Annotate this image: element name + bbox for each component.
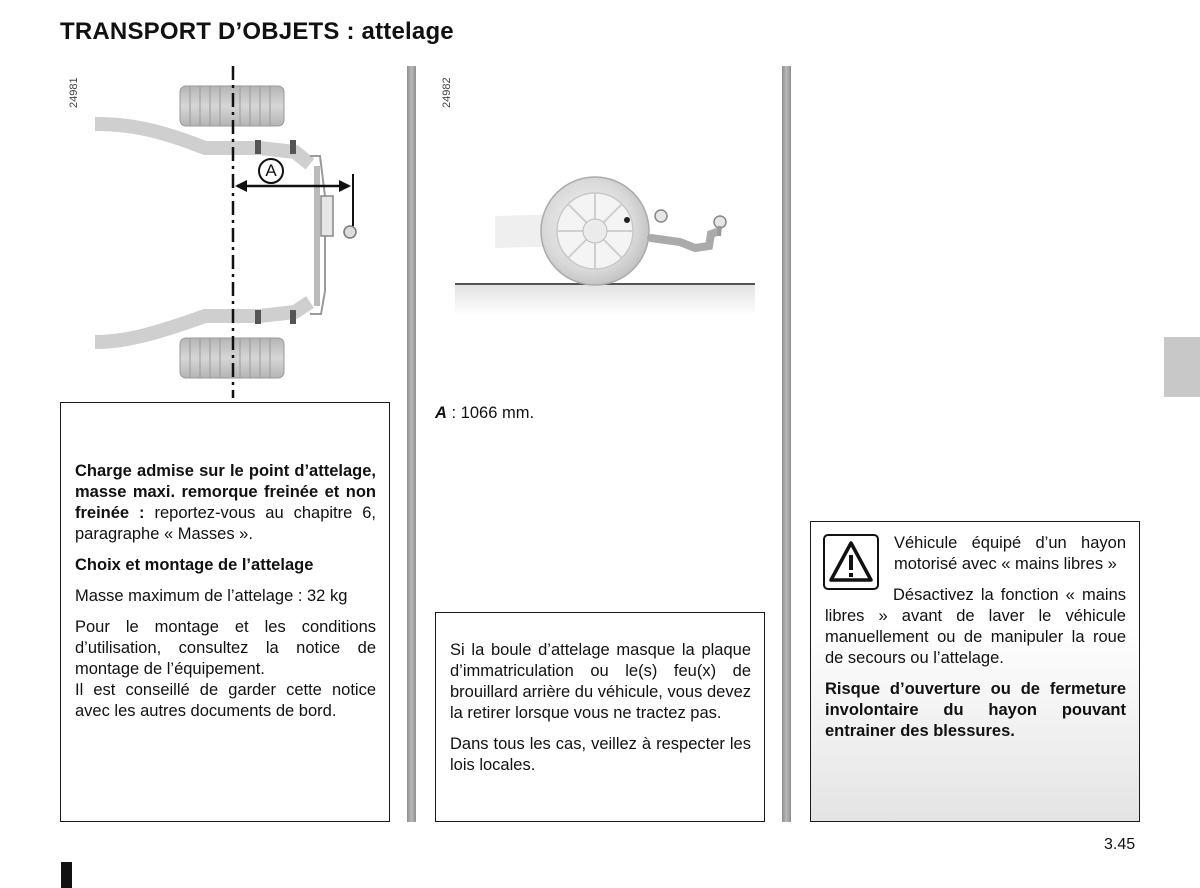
max-mass-paragraph: Masse maximum de l’attelage : 32 kg [75,587,348,605]
bottom-margin-mark [61,862,72,888]
hitch-choice-heading-text: Choix et montage de l’attelage [75,556,314,574]
chapter-side-tab [1164,337,1200,397]
dimension-label-a [258,158,284,184]
warning-triangle-icon [823,534,879,590]
page-number: 3.45 [1104,836,1136,853]
tailgate-risk-paragraph [825,679,1126,742]
load-paragraph-rest: reportez-vous au chapitre 6, paragraphe « Masses ». [75,504,377,543]
load-paragraph [75,461,376,545]
keep-notice-paragraph: Il est conseillé de garder cette notice avec les autres documents de bord. [75,681,376,720]
mounting-paragraph: Pour le montage et les conditions d’utilisation, consultez la notice de montage de l’équipement. [75,618,376,678]
column-divider-right [782,66,791,822]
hitch-top-view-illustration [95,66,395,398]
dimension-caption-text: : 1066 mm. [446,404,535,422]
tailgate-risk-bold: Risque d’ouverture ou de fermeture involontaire du hayon pouvant entrainer des blessures. [825,680,1126,740]
hitch-choice-heading [75,555,376,576]
hitch-side-view-illustration [455,176,755,316]
dimension-caption-label: A [435,404,447,422]
figure-id-left: 24981 [68,77,80,108]
warning-box-tailgate [810,521,1140,822]
info-box-hitch-load [60,402,390,822]
figure-id-right: 24982 [441,77,453,108]
page-title: TRANSPORT D’OBJETS : attelage [60,18,454,45]
info-box-ball-removal [435,612,765,822]
column-divider-left [407,66,416,822]
load-paragraph-bold: Charge admise sur le point d’attelage, masse maxi. remorque freinée et non freinée : [75,462,376,522]
dimension-label-a-text: A [265,161,277,180]
dimension-caption [435,404,534,423]
tailgate-instruction-paragraph: Désactivez la fonction « mains libres » avant de laver le véhicule manuellement ou de manipuler la roue de secours ou l’attelage. [825,586,1126,667]
ball-removal-paragraph: Si la boule d’attelage masque la plaque d’immatriculation ou le(s) feu(x) de brouillard arrière du véhicule, vous devez la retirer lorsque vous ne tractez pas. [450,641,751,722]
tailgate-intro-paragraph: Véhicule équipé d’un hayon motorisé avec « mains libres » [894,534,1126,573]
local-laws-paragraph: Dans tous les cas, veillez à respecter les lois locales. [450,735,751,774]
